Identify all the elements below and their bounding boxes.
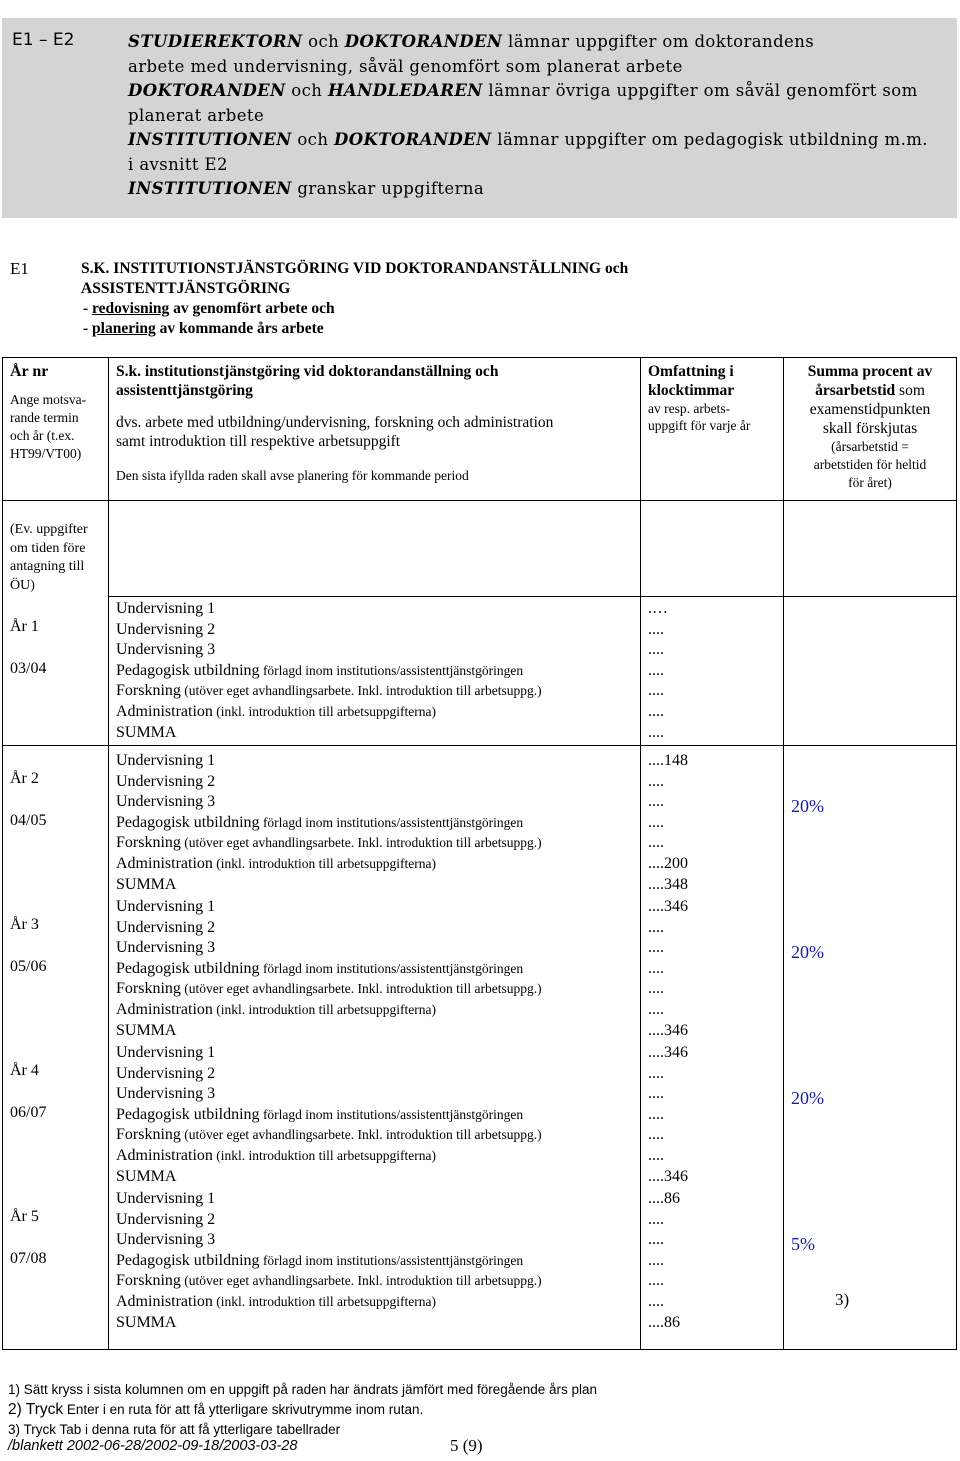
hours-value[interactable]: .... [648,703,664,720]
hours-value[interactable]: .... [648,1251,664,1269]
prior-period-note: (Ev. uppgifter om tiden före antagning till ÖU) [10,522,88,593]
hours-value[interactable]: .... [648,1147,664,1164]
instruction-line: STUDIEREKTORN och DOKTORANDEN lämnar uppgifter om doktorandens [128,32,815,51]
row-label: Pedagogisk utbildning förlagd inom institutions/assistenttjänstgöringen [116,813,524,831]
list-item-planering: - planering av kommande års arbete [83,320,324,337]
footnotes [8,1380,597,1440]
year-label: År 3 [10,916,39,933]
row-label: Undervisning 1 [116,1044,216,1061]
year-period: 07/08 [10,1250,47,1267]
row-label: SUMMA [116,1313,177,1331]
percent-value[interactable]: 5% [791,1234,815,1254]
row-label: Administration (inkl. introduktion till arbetsuppgifterna) [116,1147,436,1164]
row-label: Administration (inkl. introduktion till arbetsuppgifterna) [116,855,436,872]
header-col-description: S.k. institutionstjänstgöring vid doktorandanställning och assistenttjänstgöring dvs. arbete med utbildning/undervisning, forskning och administration samt introduktion till respektive arbetsuppgift Den sista ifyllda raden skall avse planering för kommande period [116,363,554,483]
instruction-line: i avsnitt E2 [128,154,228,174]
row-label: Undervisning 1 [116,600,216,617]
hours-value[interactable]: .... [648,1126,664,1144]
title-line-1: S.K. INSTITUTIONSTJÄNSTGÖRING VID DOKTORANDANSTÄLLNING och [81,260,629,277]
row-label: SUMMA [116,1021,177,1039]
row-label: Undervisning 3 [116,939,216,957]
row-label: Forskning (utöver eget avhandlingsarbete. Inkl. introduktion till arbetsuppg.) [116,834,542,852]
hours-value[interactable]: .... [648,682,664,700]
percent-value[interactable]: 20% [791,942,824,962]
year-label: År 2 [10,770,39,787]
hours-value[interactable]: .… [648,600,668,617]
row-label: Undervisning 3 [116,1085,216,1103]
hours-value[interactable]: .... [648,959,664,977]
section-code: E1 – E2 [12,30,75,50]
percent-value[interactable]: 20% [791,796,824,816]
form-version: /blankett 2002-06-28/2002-09-18/2003-03-28 [8,1438,298,1454]
hours-value[interactable]: .... [648,723,664,741]
row-label: Undervisning 3 [116,793,216,811]
header-col-hours: Omfattning i klocktimmar av resp. arbets- uppgift för varje år [648,363,751,433]
instruction-line: planerat arbete [128,105,265,125]
year-period: 04/05 [10,812,47,829]
hours-value[interactable]: .... [648,1001,664,1018]
row-label: Pedagogisk utbildning förlagd inom institutions/assistenttjänstgöringen [116,1251,524,1269]
hours-value[interactable]: .... [648,834,664,852]
row-label: Undervisning 2 [116,1064,216,1082]
year-label: År 4 [10,1062,39,1079]
row-label: Administration (inkl. introduktion till arbetsuppgifterna) [116,1001,436,1018]
row-label: Undervisning 2 [116,1210,216,1228]
page-number: 5 (9) [450,1436,483,1455]
hours-value[interactable]: .... [648,620,664,638]
hours-value[interactable]: .... [648,1231,664,1249]
row-label: Undervisning 2 [116,620,216,638]
list-item-redovisning: - redovisning av genomfört arbete och [83,300,335,317]
section-e1-code: E1 [10,259,29,278]
hours-value[interactable]: ....346 [648,1044,688,1061]
row-label: Undervisning 3 [116,1231,216,1249]
footnote-1: 1) Sätt kryss i sista kolumnen om en uppgift på raden har ändrats jämfört med föregående års plan [8,1382,598,1397]
year-label: År 5 [10,1208,39,1225]
hours-value[interactable]: ....148 [648,752,688,769]
hours-value[interactable]: ....348 [648,875,688,893]
row-label: Pedagogisk utbildning förlagd inom institutions/assistenttjänstgöringen [116,661,524,679]
row-label: Undervisning 1 [116,752,216,769]
footnote-ref: 3) [835,1290,850,1309]
row-label: Administration (inkl. introduktion till arbetsuppgifterna) [116,703,436,720]
percent-value[interactable]: 20% [791,1088,824,1108]
header-col-year: År nr Ange motsva- rande termin och år (t.ex. HT99/VT00) [10,363,87,461]
hours-value[interactable]: .... [648,813,664,831]
row-label: Pedagogisk utbildning förlagd inom institutions/assistenttjänstgöringen [116,1105,524,1123]
hours-value[interactable]: .... [648,1210,664,1228]
row-label: SUMMA [116,875,177,893]
row-label: Forskning (utöver eget avhandlingsarbete. Inkl. introduktion till arbetsuppg.) [116,1126,542,1144]
year-period: 03/04 [10,660,47,677]
year-period: 06/07 [10,1104,47,1121]
hours-value[interactable]: .... [648,661,664,679]
hours-value[interactable]: .... [648,1064,664,1082]
hours-value[interactable]: .... [648,772,664,790]
hours-value[interactable]: .... [648,980,664,998]
row-label: SUMMA [116,1167,177,1185]
row-label: Undervisning 1 [116,898,216,915]
instructions-box [2,18,957,218]
row-label: SUMMA [116,723,177,741]
row-label: Undervisning 2 [116,772,216,790]
hours-value[interactable]: ....200 [648,855,688,872]
row-label: Undervisning 2 [116,918,216,936]
instructions-text [128,30,953,202]
hours-value[interactable]: .... [648,939,664,957]
footnote-2: 2) Tryck Enter i en ruta för att få ytterligare skrivutrymme inom rutan. [8,1401,424,1418]
row-label: Forskning (utöver eget avhandlingsarbete. Inkl. introduktion till arbetsuppg.) [116,1272,542,1290]
section-e1-title [81,259,941,339]
header-col-percent: Summa procent av årsarbetstid som examenstidpunkten skall förskjutas (årsarbetstid = arbetstiden för heltid för året) [807,363,933,490]
instruction-line: arbete med undervisning, såväl genomfört som planerat arbete [128,56,683,76]
row-label: Pedagogisk utbildning förlagd inom institutions/assistenttjänstgöringen [116,959,524,977]
hours-value[interactable]: ....346 [648,1021,688,1039]
hours-value[interactable]: ....346 [648,1167,688,1185]
instruction-line: INSTITUTIONEN granskar uppgifterna [128,179,485,198]
hours-value[interactable]: .... [648,1272,664,1290]
row-label: Undervisning 1 [116,1190,216,1207]
instruction-line: DOKTORANDEN och HANDLEDAREN lämnar övriga uppgifter om såväl genomfört som [128,81,918,100]
hours-value[interactable]: .... [648,1105,664,1123]
hours-value[interactable]: .... [648,918,664,936]
hours-value[interactable]: ....86 [648,1313,680,1331]
row-label: Administration (inkl. introduktion till arbetsuppgifterna) [116,1293,436,1310]
row-label: Forskning (utöver eget avhandlingsarbete. Inkl. introduktion till arbetsuppg.) [116,682,542,700]
hours-value[interactable]: .... [648,1293,664,1310]
year-label: År 1 [10,618,39,635]
row-label: Forskning (utöver eget avhandlingsarbete. Inkl. introduktion till arbetsuppg.) [116,980,542,998]
hours-value[interactable]: .... [648,1085,664,1103]
title-line-2: ASSISTENTTJÄNSTGÖRING [81,280,291,297]
hours-value[interactable]: ....346 [648,898,688,915]
row-label: Undervisning 3 [116,641,216,659]
instruction-line: INSTITUTIONEN och DOKTORANDEN lämnar uppgifter om pedagogisk utbildning m.m. [128,130,928,149]
footnote-3: 3) Tryck Tab i denna ruta för att få ytterligare tabellrader [8,1422,341,1437]
hours-value[interactable]: .... [648,641,664,659]
hours-value[interactable]: ....86 [648,1190,680,1207]
year-period: 05/06 [10,958,47,975]
hours-value[interactable]: .... [648,793,664,811]
